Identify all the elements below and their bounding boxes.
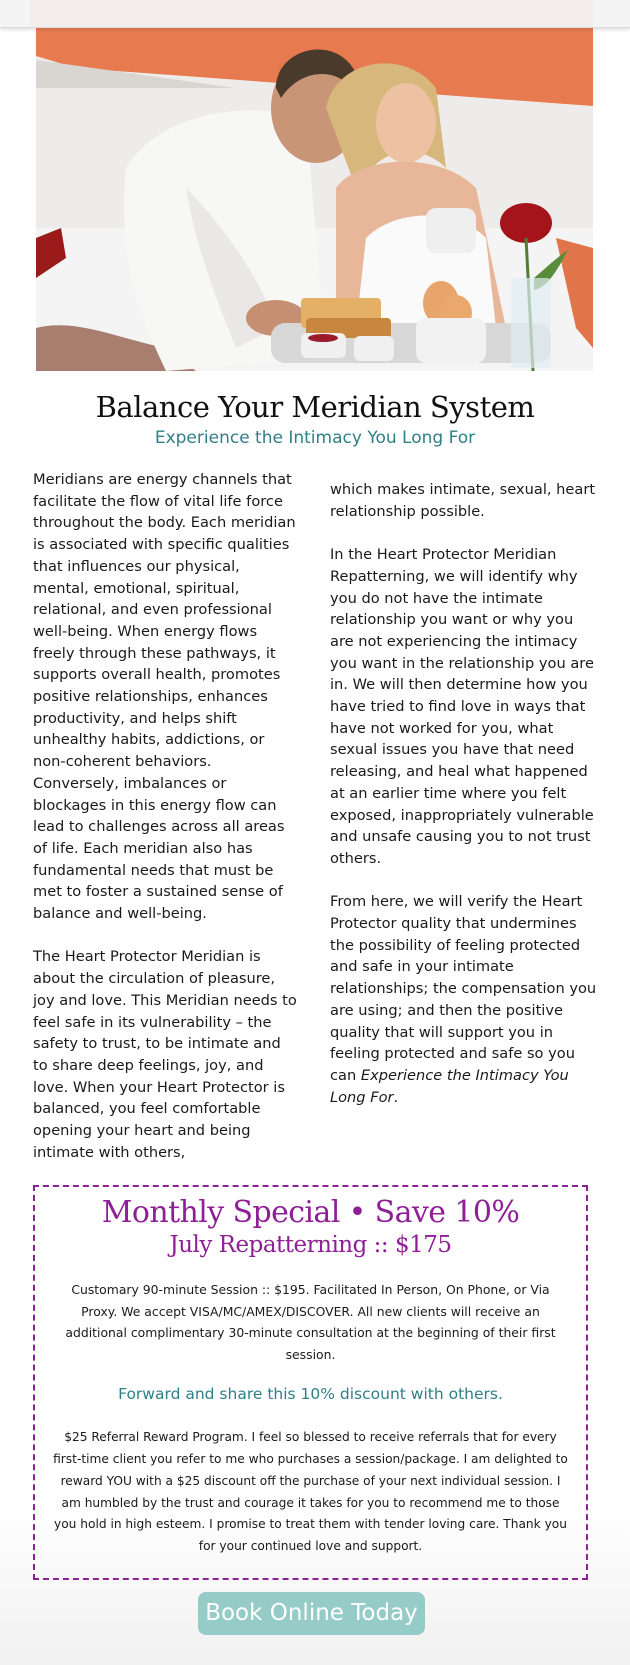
top-bar (0, 0, 630, 28)
meridian-intro-paragraph: Meridians are energy channels that facilitate the flow of vital life force throughout the body. Each meridian is associated with specific qualities that influences our physical, mental, emotional, spiritual, relational, and even professional well-being. When energy flows freely through these pathways, it supports overall health, promotes positive relationships, enhances productivity, and helps shift unhealthy habits, addictions, or non-coherent behaviors. Conversely, imbalances or blockages in this energy flow can lead to challenges across all areas of life. Each meridian also has fundamental needs that must be met to foster a sustained sense of balance and well-being. (33, 471, 296, 923)
top-bar-panel (30, 0, 593, 27)
book-online-button[interactable]: Book Online Today (198, 1592, 425, 1635)
promo-details: Customary 90-minute Session :: $195. Facilitated In Person, On Phone, or Via Proxy. We accept VISA/MC/AMEX/DISCOVER. All new clients will receive an additional complimentary 30-minute consultation at the beginning of their first session. (65, 1282, 556, 1362)
promo-title: Monthly Special • Save 10% (101, 1195, 520, 1231)
verification-paragraph (330, 891, 598, 1108)
left-column (33, 469, 298, 1163)
verification-text: From here, we will verify the Heart Protector quality that undermines the possibility of feeling protected and safe in your intimate relationships; the compensation you are using; and then the positive quality that will support you in feeling protected and safe so you can (330, 893, 597, 1084)
promo-subtitle: July Repatterning :: $175 (169, 1232, 452, 1259)
page-subtitle: Experience the Intimacy You Long For (154, 428, 476, 448)
page-title: Balance Your Meridian System (95, 390, 535, 424)
hero-image (36, 28, 593, 371)
heart-protector-continuation: which makes intimate, sexual, heart relationship possible. (330, 481, 596, 520)
couple-breakfast-in-bed-photo (36, 28, 593, 371)
monthly-special-box (33, 1185, 588, 1579)
right-column (330, 469, 598, 1108)
verification-end: . (393, 1088, 399, 1106)
referral-program-text: $25 Referral Reward Program. I feel so blessed to receive referrals that for every first-time client you refer to me who purchases a session/package. I am delighted to reward YOU with a $25 discount off the purchase of your next individual session. I am humbled by the trust and courage it takes for you to recommend me to those you hold in high esteem. I promise to treat them with tender loving care. Thank you for your continued love and support. (53, 1430, 568, 1553)
promo-share-text: Forward and share this 10% discount with others. (118, 1385, 503, 1404)
heart-protector-paragraph: The Heart Protector Meridian is about the circulation of pleasure, joy and love. This Meridian needs to feel safe in its vulnerability – the safety to trust, to be intimate and to share deep feelings, joy, and love. When your Heart Protector is balanced, you feel comfortable opening your heart and being intimate with others, (33, 948, 297, 1161)
body-columns (33, 469, 598, 1163)
verification-emphasis: Experience the Intimacy You Long For (330, 1066, 569, 1106)
repatterning-paragraph: In the Heart Protector Meridian Repatterning, we will identify why you do not have the intimate relationship you want or why you are not experiencing the intimacy you want in the relationship you are in. We will then determine how you have tried to find love in ways that have not worked for you, what sexual issues you have that need releasing, and heal what happened at an earlier time where you felt exposed, inappropriately vulnerable and unsafe causing you to not trust others. (330, 546, 594, 867)
